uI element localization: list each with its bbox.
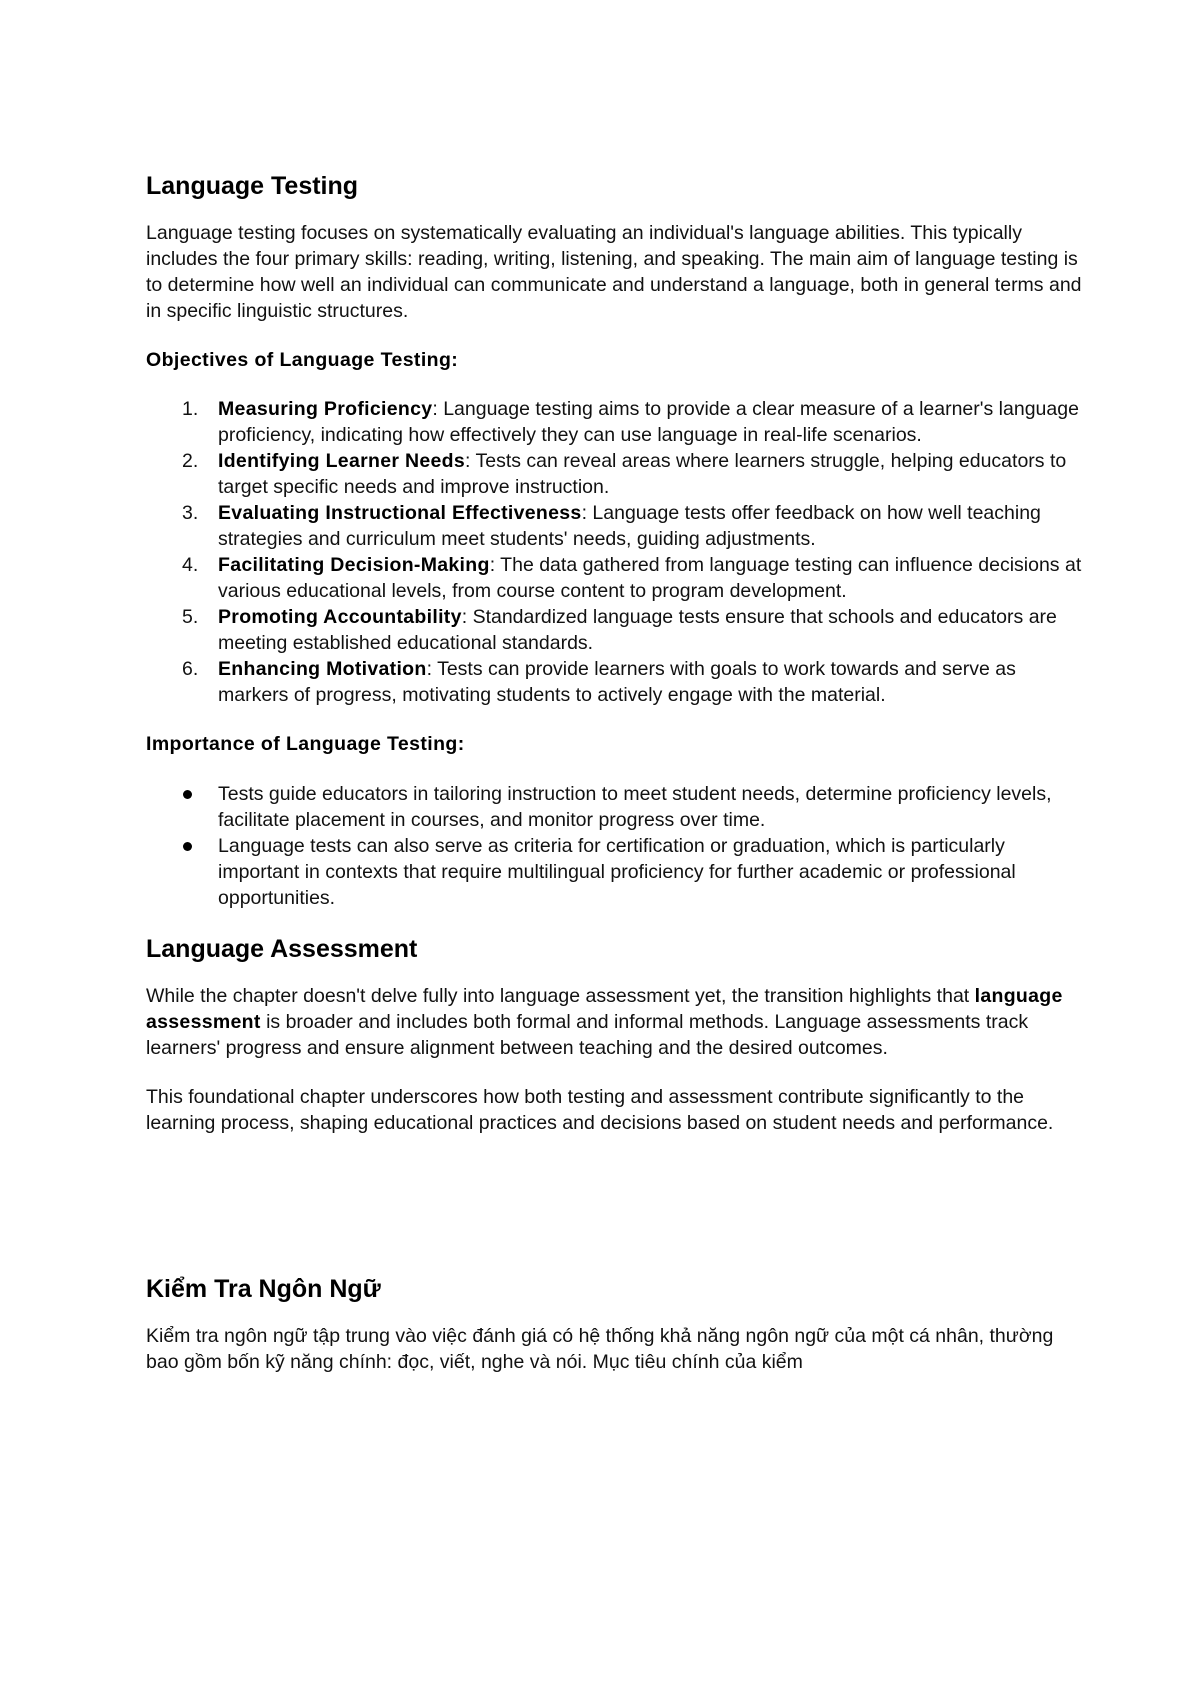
list-item-text: : Language tests offer feedback on how well teaching strategies and curriculum meet students' needs, guiding adjustments. xyxy=(218,502,1041,550)
list-item-term: Measuring Proficiency xyxy=(218,398,433,420)
list-item xyxy=(146,833,1086,911)
list-item xyxy=(146,396,1086,448)
list-item-number: 1. xyxy=(182,398,199,420)
list-item-text: : Tests can reveal areas where learners struggle, helping educators to target specific needs and improve instruction. xyxy=(218,450,1067,498)
list-item xyxy=(146,500,1086,552)
list-item xyxy=(146,552,1086,604)
list-item-term: Evaluating Instructional Effectiveness xyxy=(218,502,582,524)
list-item-number: 4. xyxy=(182,554,199,576)
bullet-dot-icon xyxy=(183,790,192,799)
section-title-language-testing: Language Testing xyxy=(146,172,359,200)
assessment-paragraph-2: This foundational chapter underscores how both testing and assessment contribute significantly to the learning process, shaping educational practices and decisions based on student needs and performance. xyxy=(146,1086,1054,1134)
assessment-text-after: is broader and includes both formal and informal methods. Language assessments track learners' progress and ensure alignment between teaching and the desired outcomes. xyxy=(146,1011,1029,1059)
objectives-heading: Objectives of Language Testing: xyxy=(146,349,459,371)
list-item-term: Promoting Accountability xyxy=(218,606,462,628)
list-item-text: : Standardized language tests ensure that schools and educators are meeting established educational standards. xyxy=(218,606,1057,654)
list-item xyxy=(146,656,1086,708)
list-item-number: 6. xyxy=(182,658,199,680)
section-title-language-assessment: Language Assessment xyxy=(146,935,418,963)
section-title-vietnamese: Kiểm Tra Ngôn Ngữ xyxy=(146,1275,381,1303)
vietnamese-intro-paragraph: Kiểm tra ngôn ngữ tập trung vào việc đánh giá có hệ thống khả năng ngôn ngữ của một cá nhân, thường bao gồm bốn kỹ năng chính: đọc, viết, nghe và nói. Mục tiêu chính của kiểm xyxy=(146,1325,1054,1373)
list-item-number: 3. xyxy=(182,502,199,524)
document-page xyxy=(146,170,1086,1375)
list-item-text: : Language testing aims to provide a clear measure of a learner's language proficiency, indicating how effectively they can use language in real-life scenarios. xyxy=(218,398,1079,446)
assessment-text-before: While the chapter doesn't delve fully into language assessment yet, the transition highlights that xyxy=(146,985,975,1007)
list-item-number: 2. xyxy=(182,450,199,472)
importance-list xyxy=(146,781,1086,911)
list-item-text: Language tests can also serve as criteria for certification or graduation, which is particularly important in contexts that require multilingual proficiency for further academic or professional opportunities. xyxy=(218,835,1016,909)
testing-intro-paragraph: Language testing focuses on systematically evaluating an individual's language abilities. This typically includes the four primary skills: reading, writing, listening, and speaking. The main aim of language testing is to determine how well an individual can communicate and understand a language, both in general terms and in specific linguistic structures. xyxy=(146,222,1082,322)
assessment-term: language assessment xyxy=(146,985,1063,1033)
list-item-term: Identifying Learner Needs xyxy=(218,450,465,472)
assessment-paragraph-1 xyxy=(146,983,1086,1061)
list-item-text: Tests guide educators in tailoring instruction to meet student needs, determine proficiency levels, facilitate placement in courses, and monitor progress over time. xyxy=(218,783,1052,831)
objectives-list xyxy=(146,396,1086,708)
importance-heading: Importance of Language Testing: xyxy=(146,733,465,755)
list-item-number: 5. xyxy=(182,606,199,628)
list-item xyxy=(146,781,1086,833)
list-item-text: : Tests can provide learners with goals to work towards and serve as markers of progress, motivating students to actively engage with the material. xyxy=(218,658,1016,706)
list-item-term: Enhancing Motivation xyxy=(218,658,427,680)
list-item-term: Facilitating Decision-Making xyxy=(218,554,490,576)
list-item-text: : The data gathered from language testing can influence decisions at various educational levels, from course content to program development. xyxy=(218,554,1082,602)
list-item xyxy=(146,448,1086,500)
bullet-dot-icon xyxy=(183,842,192,851)
list-item xyxy=(146,604,1086,656)
